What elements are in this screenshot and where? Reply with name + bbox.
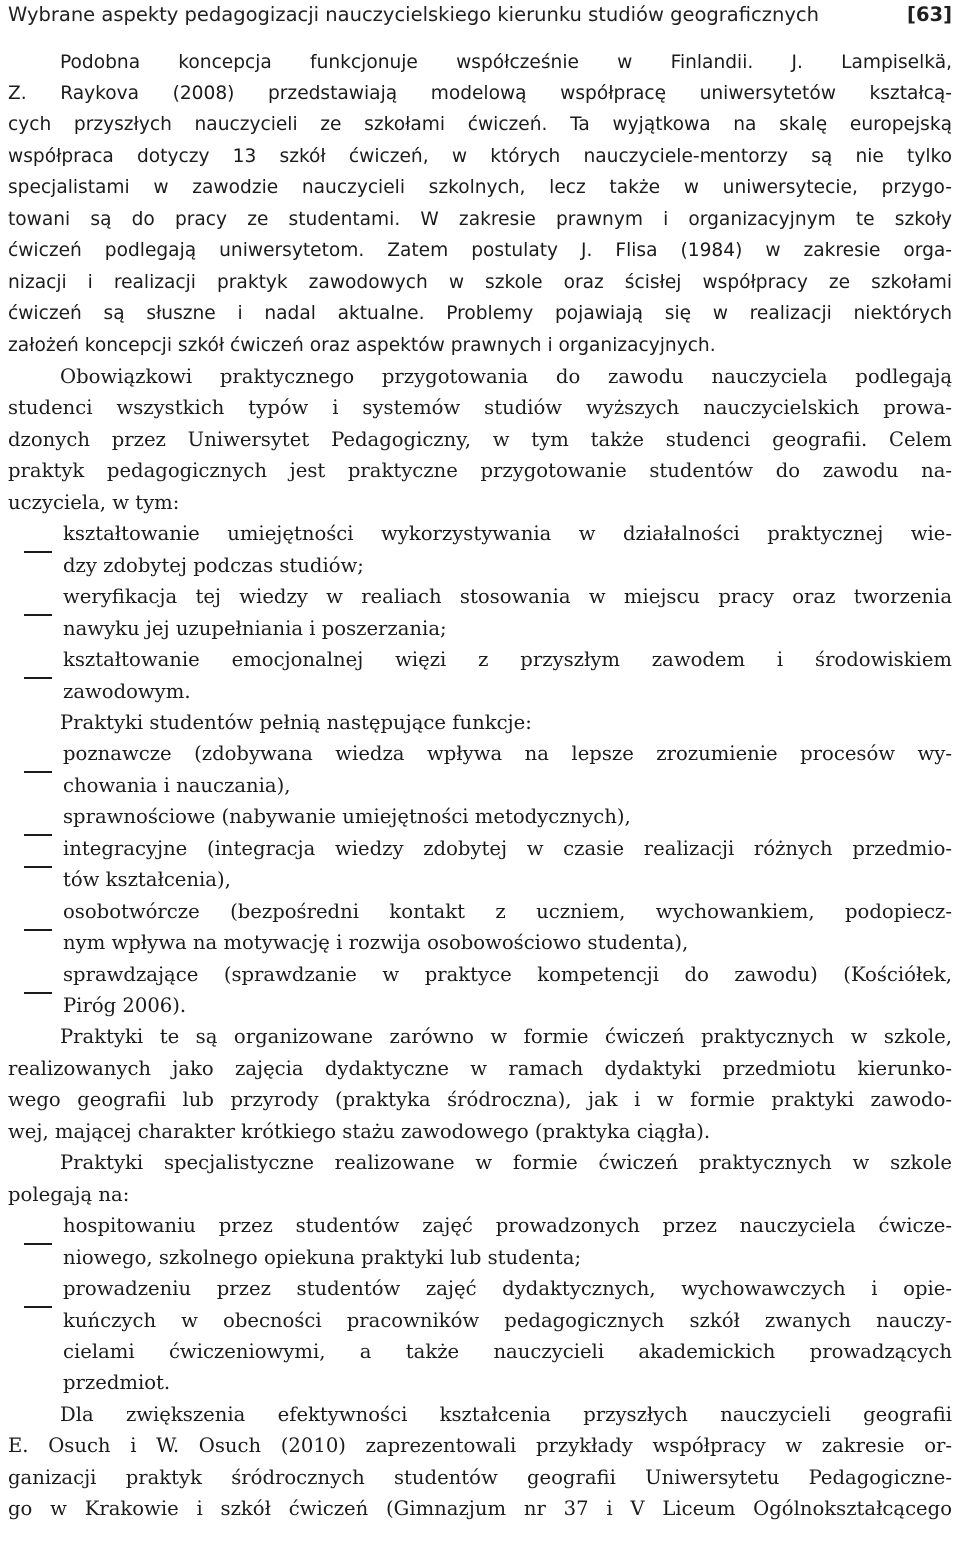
list-dash — [24, 614, 52, 616]
list-item-line: kształtowanie umiejętności wykorzystywania w działalności praktycznej wie- — [63, 522, 952, 546]
text-line: Podobna koncepcja funkcjonuje współcześnie w Finlandii. J. Lampiselkä, — [60, 51, 952, 73]
list-item-line: sprawdzające (sprawdzanie w praktyce kompetencji do zawodu) (Kościółek, — [63, 962, 952, 986]
list-item-line: przedmiot. — [63, 1371, 171, 1395]
text-line: E. Osuch i W. Osuch (2010) zaprezentowali przykłady współpracy w zakresie or- — [8, 1434, 952, 1458]
list-item-line: weryfikacja tej wiedzy w realiach stosowania w miejscu pracy oraz tworzenia — [63, 585, 952, 609]
list-item-line: nawyku jej uzupełniania i poszerzania; — [63, 616, 447, 640]
list-item-line: poznawcze (zdobywana wiedza wpływa na lepsze zrozumienie procesów wy- — [63, 742, 952, 766]
text-line: ćwiczeń podlegają uniwersytetom. Zatem postulaty J. Flisa (1984) w zakresie orga- — [8, 240, 952, 262]
text-line: Praktyki specjalistyczne realizowane w formie ćwiczeń praktycznych w szkole — [60, 1151, 952, 1175]
list-dash — [24, 1243, 52, 1245]
list-dash — [24, 551, 52, 553]
text-line: Z. Raykova (2008) przedstawiają modelową współpracę uniwersytetów kształcą- — [8, 82, 952, 104]
list-item-line: integracyjne (integracja wiedzy zdobytej w czasie realizacji różnych przedmio- — [63, 836, 952, 860]
text-line: Praktyki studentów pełnią następujące funkcje: — [60, 710, 532, 734]
list-item-line: kuńczych w obecności pracowników pedagogicznych szkół zwanych nauczy- — [63, 1308, 952, 1332]
page-number: [63] — [907, 3, 952, 26]
list-item-line: cielami ćwiczeniowymi, a także nauczycieli akademickich prowadzących — [63, 1339, 952, 1363]
running-head-title: Wybrane aspekty pedagogizacji nauczycielskiego kierunku studiów geograficznych — [8, 3, 819, 26]
text-line: praktyk pedagogicznych jest praktyczne przygotowanie studentów do zawodu na- — [8, 459, 952, 483]
list-dash — [24, 834, 52, 836]
running-head — [0, 0, 960, 32]
list-dash — [24, 677, 52, 679]
list-dash — [24, 929, 52, 931]
list-item-line: dzy zdobytej podczas studiów; — [63, 553, 364, 577]
text-line: go w Krakowie i szkół ćwiczeń (Gimnazjum nr 37 i V Liceum Ogólnokształcącego — [8, 1497, 952, 1521]
list-item-line: niowego, szkolnego opiekuna praktyki lub studenta; — [63, 1245, 582, 1269]
text-line: współpraca dotyczy 13 szkół ćwiczeń, w których nauczyciele-mentorzy są nie tylko — [8, 145, 952, 167]
list-item-line: Piróg 2006). — [63, 994, 187, 1017]
text-line: studenci wszystkich typów i systemów studiów wyższych nauczycielskich prowa- — [8, 396, 952, 420]
list-item-line: hospitowaniu przez studentów zajęć prowadzonych przez nauczyciela ćwicze- — [63, 1214, 952, 1238]
list-item-line: sprawnościowe (nabywanie umiejętności metodycznych), — [63, 805, 631, 829]
list-dash — [24, 771, 52, 773]
text-line: Obowiązkowi praktycznego przygotowania do zawodu nauczyciela podlegają — [60, 365, 952, 388]
text-line: Dla zwiększenia efektywności kształcenia przyszłych nauczycieli geografii — [60, 1402, 952, 1426]
text-line: cych przyszłych nauczycieli ze szkołami ćwiczeń. Ta wyjątkowa na skalę europejską — [8, 114, 952, 136]
list-item-line: tów kształcenia), — [63, 868, 231, 892]
list-dash — [24, 1306, 52, 1308]
text-line: nizacji i realizacji praktyk zawodowych w szkole oraz ścisłej współpracy ze szkołami — [8, 271, 952, 293]
text-line: Praktyki te są organizowane zarówno w formie ćwiczeń praktycznych w szkole, — [60, 1025, 952, 1049]
text-line: realizowanych jako zajęcia dydaktyczne w ramach dydaktyki przedmiotu kierunko- — [8, 1056, 952, 1080]
list-item-line: kształtowanie emocjonalnej więzi z przyszłym zawodem i środowiskiem — [63, 648, 952, 672]
list-item-line: chowania i nauczania), — [63, 773, 291, 797]
text-line: ganizacji praktyk śródrocznych studentów geografii Uniwersytetu Pedagogiczne- — [8, 1465, 952, 1489]
text-line: ćwiczeń są słuszne i nadal aktualne. Problemy pojawiają się w realizacji niektórych — [8, 303, 952, 325]
text-line: towani są do pracy ze studentami. W zakresie prawnym i organizacyjnym te szkoły — [8, 208, 952, 230]
list-dash — [24, 992, 52, 994]
text-line: dzonych przez Uniwersytet Pedagogiczny, w tym także studenci geografii. Celem — [8, 427, 952, 451]
text-line: wej, mającej charakter krótkiego stażu zawodowego (praktyka ciągła). — [8, 1119, 711, 1143]
text-line: specjalistami w zawodzie nauczycieli szkolnych, lecz także w uniwersytecie, przygo- — [8, 177, 952, 199]
text-line: polegają na: — [8, 1182, 130, 1206]
list-item-line: osobotwórcze (bezpośredni kontakt z uczniem, wychowankiem, podopiecz- — [63, 899, 952, 923]
text-line: uczyciela, w tym: — [8, 490, 180, 514]
list-dash — [24, 866, 52, 868]
text-line: założeń koncepcji szkół ćwiczeń oraz aspektów prawnych i organizacyjnych. — [8, 334, 716, 356]
list-item-line: zawodowym. — [63, 679, 191, 703]
list-item-line: prowadzeniu przez studentów zajęć dydaktycznych, wychowawczych i opie- — [63, 1277, 952, 1301]
text-line: wego geografii lub przyrody (praktyka śródroczna), jak i w formie praktyki zawodo- — [8, 1088, 952, 1112]
list-item-line: nym wpływa na motywację i rozwija osobowościowo studenta), — [63, 931, 689, 955]
